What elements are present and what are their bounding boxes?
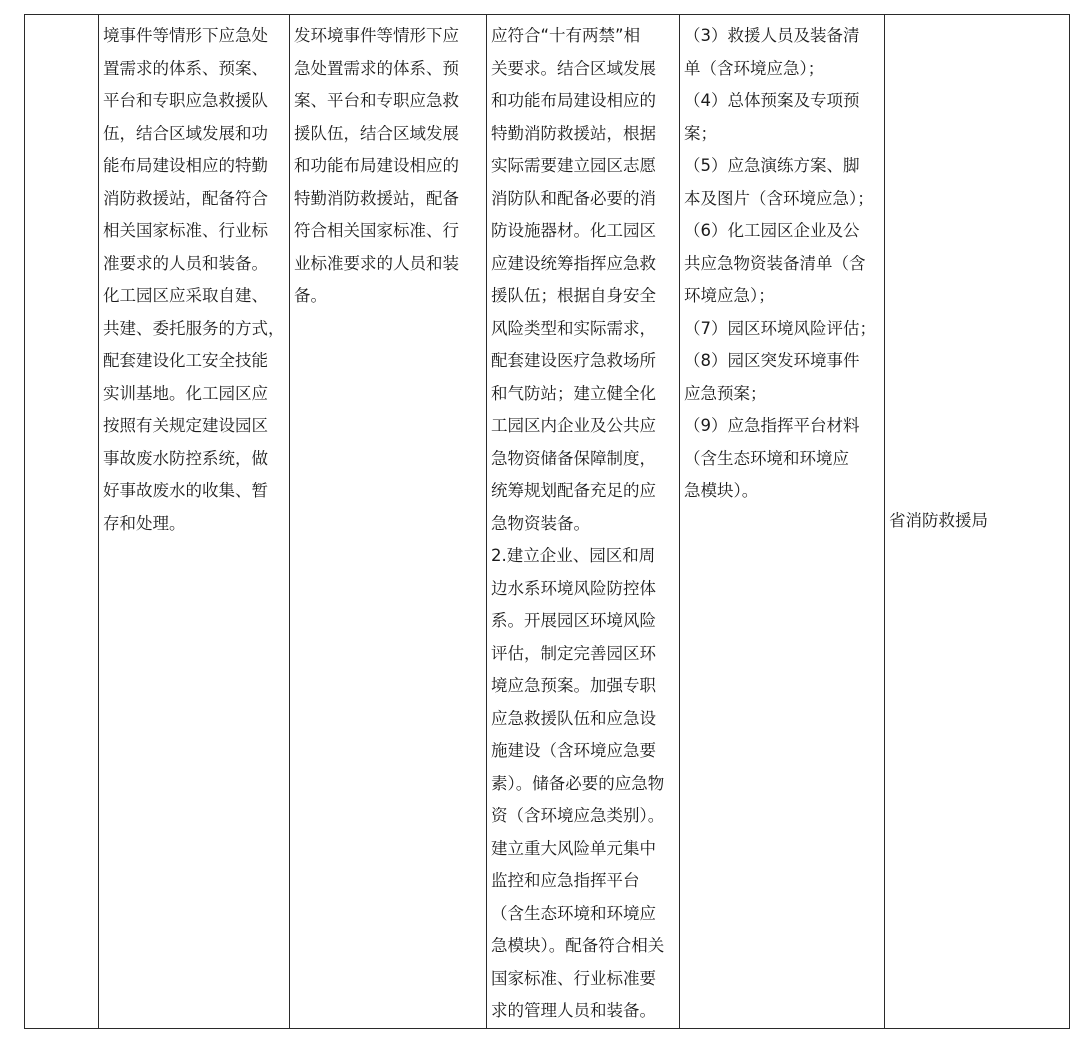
text-line: 应符合“十有两禁”相 xyxy=(491,26,641,45)
text-line: 应建设统筹指挥应急救 xyxy=(491,253,656,273)
text-line: 风险类型和实际需求， xyxy=(491,318,656,338)
text-line: 案； xyxy=(684,123,717,143)
text-line: 特勤消防救援站，根据 xyxy=(491,123,656,143)
text-line: 监控和应急指挥平台 xyxy=(491,871,640,890)
text-line: 施建设（含环境应急要 xyxy=(491,741,656,760)
text-line: （8）园区突发环境事件 xyxy=(684,351,860,370)
text-line: 统筹规划配备充足的应 xyxy=(491,481,656,500)
table-row xyxy=(25,15,1070,1029)
text-line: 关要求。结合区域发展 xyxy=(491,58,656,78)
text-line: 防设施器材。化工园区 xyxy=(491,221,656,240)
text-line: 境事件等情形下应急处 xyxy=(103,26,268,45)
text-line: 事故废水防控系统，做 xyxy=(103,448,268,468)
index-cell xyxy=(25,15,99,1029)
text-line: 本及图片（含环境应急）； xyxy=(684,188,874,208)
text-line: 和功能布局建设相应的 xyxy=(294,156,459,175)
text-line: 特勤消防救援站，配备 xyxy=(294,188,459,208)
text-line: 应急预案； xyxy=(684,383,767,403)
text-line: 素）。储备必要的应急物 xyxy=(491,773,665,793)
text-line: 资（含环境应急类别）。 xyxy=(491,806,665,825)
text-line: 按照有关规定建设园区 xyxy=(103,416,268,435)
text-line: 求的管理人员和装备。 xyxy=(491,1001,656,1020)
text-line: 实训基地。化工园区应 xyxy=(103,383,268,403)
text-line: （4）总体预案及专项预 xyxy=(684,91,860,110)
text-line: 急模块）。 xyxy=(684,481,759,500)
text-line: 准要求的人员和装备。 xyxy=(103,253,268,273)
text-line: 配套建设医疗急救场所 xyxy=(491,351,656,370)
measures-cell xyxy=(487,15,680,1029)
text-line: 案、平台和专职应急救 xyxy=(294,91,459,110)
requirements-table xyxy=(24,14,1070,1029)
text-line: 单（含环境应急）； xyxy=(684,58,825,78)
text-line: 环境应急）； xyxy=(684,286,775,305)
text-line: （含生态环境和环境应 xyxy=(684,448,849,468)
text-line: 和功能布局建设相应的 xyxy=(491,91,656,110)
text-line: （含生态环境和环境应 xyxy=(491,903,656,923)
text-line: 符合相关国家标准、行 xyxy=(294,221,459,240)
text-line: 配套建设化工安全技能 xyxy=(103,351,268,370)
standard-cell xyxy=(290,15,487,1029)
materials-cell xyxy=(680,15,885,1029)
text-line: 境应急预案。加强专职 xyxy=(491,676,656,695)
text-line: 消防救援站，配备符合 xyxy=(103,188,268,208)
text-line: （7）园区环境风险评估； xyxy=(684,318,876,338)
text-line: （6）化工园区企业及公 xyxy=(684,221,860,240)
text-line: 消防队和配备必要的消 xyxy=(491,188,656,208)
text-line: 平台和专职应急救援队 xyxy=(103,91,268,110)
text-line: 急物资装备。 xyxy=(491,513,590,533)
text-line: （9）应急指挥平台材料 xyxy=(684,416,860,435)
text-line: 化工园区应采取自建、 xyxy=(103,286,268,305)
text-line: 国家标准、行业标准要 xyxy=(491,968,656,988)
text-line: 急处置需求的体系、预 xyxy=(294,58,459,78)
text-line: 伍，结合区域发展和功 xyxy=(103,123,268,143)
text-line: （5）应急演练方案、脚 xyxy=(684,156,860,175)
text-line: 存和处理。 xyxy=(103,513,186,533)
text-line: 急模块）。配备符合相关 xyxy=(491,936,665,955)
text-line: 和气防站；建立健全化 xyxy=(491,383,656,403)
text-line: 备。 xyxy=(294,286,327,305)
text-line: 业标准要求的人员和装 xyxy=(294,253,459,273)
text-line: 应急救援队伍和应急设 xyxy=(491,708,656,728)
text-line: 好事故废水的收集、暂 xyxy=(103,481,268,500)
text-line: 能布局建设相应的特勤 xyxy=(103,156,268,175)
text-line: （3）救援人员及装备清 xyxy=(684,26,860,45)
text-line: 2.建立企业、园区和周 xyxy=(491,546,656,565)
text-line: 相关国家标准、行业标 xyxy=(103,221,268,240)
text-line: 评估，制定完善园区环 xyxy=(491,643,656,663)
text-line: 工园区内企业及公共应 xyxy=(491,416,656,435)
text-line: 共建、委托服务的方式， xyxy=(103,318,285,338)
text-line: 边水系环境风险防控体 xyxy=(491,578,656,598)
requirement-cell xyxy=(99,15,290,1029)
text-line: 援队伍，结合区域发展 xyxy=(294,123,459,143)
text-line: 建立重大风险单元集中 xyxy=(491,838,656,858)
text-line: 发环境事件等情形下应 xyxy=(294,26,459,45)
text-line: 共应急物资装备清单（含 xyxy=(684,253,866,273)
text-line: 急物资储备保障制度， xyxy=(491,448,656,468)
text-line: 援队伍；根据自身安全 xyxy=(491,286,656,305)
text-line: 实际需要建立园区志愿 xyxy=(491,156,656,175)
responsible-agency-cell: 省消防救援局 xyxy=(885,15,1070,1029)
text-line: 系。开展园区环境风险 xyxy=(491,611,656,630)
text-line: 置需求的体系、预案、 xyxy=(103,58,268,78)
